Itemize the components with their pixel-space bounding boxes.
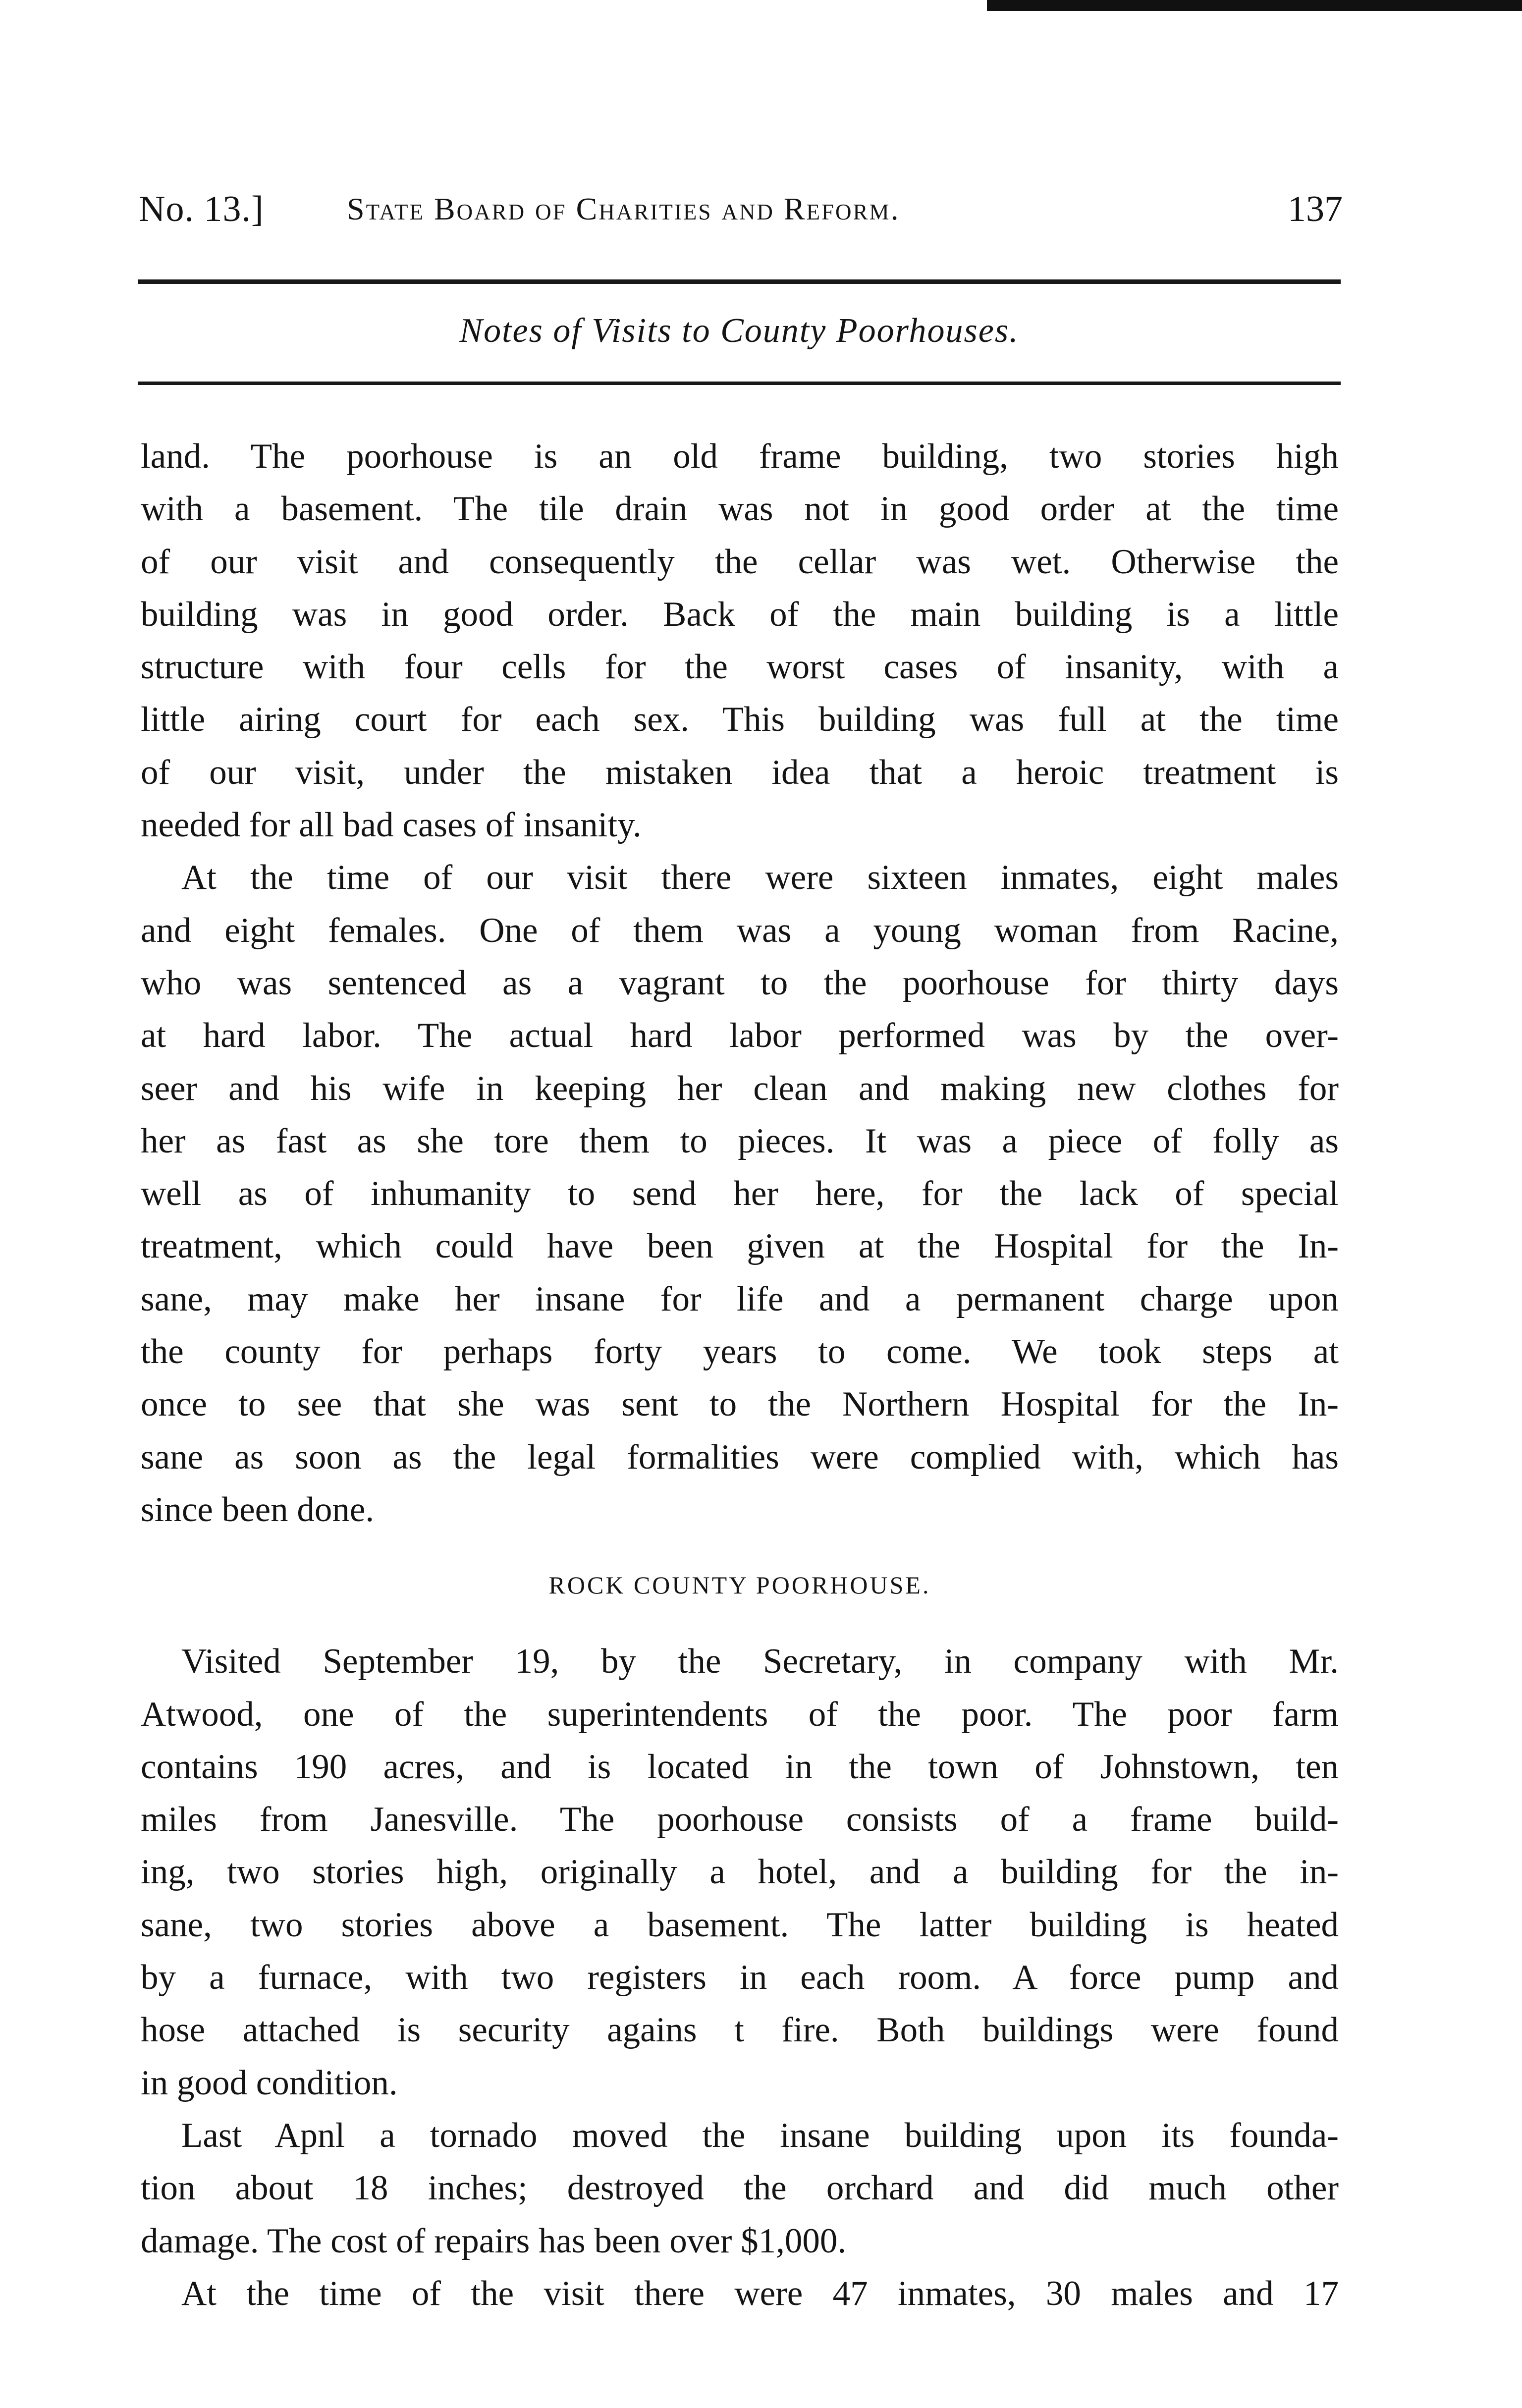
text-line: Atwood, one of the superintendents of the poor. The poor farm: [141, 1695, 1339, 1734]
text-line: and eight females. One of them was a young woman from Racine,: [141, 911, 1339, 950]
text-line: seer and his wife in keeping her clean and making new clothes for: [141, 1069, 1339, 1108]
paragraph: [141, 1635, 1339, 2109]
header-rule-bottom: [138, 382, 1341, 385]
text-line: sane, two stories above a basement. The latter building is heated: [141, 1905, 1339, 1944]
paragraph: [141, 2267, 1339, 2320]
text-line: At the time of the visit there were 47 inmates, 30 males and 17: [181, 2274, 1339, 2313]
text-line: needed for all bad cases of insanity.: [141, 806, 642, 845]
text-line: land. The poorhouse is an old frame building, two stories high: [141, 437, 1339, 476]
text-line: her as fast as she tore them to pieces. It was a piece of folly as: [141, 1121, 1339, 1160]
page-number: 137: [1288, 189, 1343, 229]
scan-edge: [987, 0, 1522, 11]
text-line: structure with four cells for the worst cases of insanity, with a: [141, 648, 1339, 687]
paragraph: [141, 430, 1339, 851]
text-line: damage. The cost of repairs has been over $1,000.: [141, 2221, 847, 2260]
text-line: sane as soon as the legal formalities were complied with, which has: [141, 1437, 1339, 1477]
text-line: with a basement. The tile drain was not in good order at the time: [141, 490, 1339, 529]
running-title: State Board of Charities and Reform.: [347, 191, 900, 226]
body-text: [141, 430, 1339, 2320]
text-line: well as of inhumanity to send her here, for the lack of special: [141, 1174, 1339, 1213]
text-line: At the time of our visit there were sixteen inmates, eight males: [181, 858, 1339, 897]
text-line: since been done.: [141, 1490, 375, 1529]
text-line: tion about 18 inches; destroyed the orchard and did much other: [141, 2169, 1339, 2208]
text-line: hose attached is security agains t fire. Both buildings were found: [141, 2011, 1339, 2050]
header-rule-top: [138, 279, 1341, 284]
report-number: No. 13.]: [139, 189, 264, 229]
running-header: [139, 184, 1343, 239]
text-line: sane, may make her insane for life and a permanent charge upon: [141, 1279, 1339, 1318]
text-line: at hard labor. The actual hard labor performed was by the over-: [141, 1016, 1339, 1055]
section-subtitle: Notes of Visits to County Poorhouses.: [459, 312, 1019, 350]
paragraph: [141, 2109, 1339, 2267]
text-line: of our visit and consequently the cellar was wet. Otherwise the: [141, 542, 1339, 581]
text-line: ing, two stories high, originally a hotel, and a building for the in-: [141, 1853, 1339, 1892]
text-line: by a furnace, with two registers in each room. A force pump and: [141, 1958, 1339, 1997]
paragraph-group-rock-county: [141, 1635, 1339, 2320]
text-line: miles from Janesville. The poorhouse consists of a frame build-: [141, 1800, 1339, 1839]
text-line: once to see that she was sent to the Northern Hospital for the In-: [141, 1385, 1339, 1424]
paragraph: [141, 851, 1339, 1536]
section-heading: [141, 1559, 1339, 1611]
text-line: of our visit, under the mistaken idea that a heroic treatment is: [141, 753, 1339, 792]
text-line: little airing court for each sex. This building was full at the time: [141, 700, 1339, 739]
section-heading-text: ROCK COUNTY POORHOUSE.: [548, 1571, 931, 1599]
paragraph-group: [141, 430, 1339, 1536]
text-line: Last Apnl a tornado moved the insane building upon its founda-: [181, 2116, 1339, 2155]
text-line: building was in good order. Back of the main building is a little: [141, 595, 1339, 634]
text-line: the county for perhaps forty years to come. We took steps at: [141, 1332, 1339, 1371]
text-line: who was sentenced as a vagrant to the poorhouse for thirty days: [141, 963, 1339, 1002]
text-line: treatment, which could have been given at the Hospital for the In-: [141, 1227, 1339, 1266]
text-line: in good condition.: [141, 2063, 398, 2102]
text-line: Visited September 19, by the Secretary, in company with Mr.: [181, 1642, 1339, 1681]
text-line: contains 190 acres, and is located in the town of Johnstown, ten: [141, 1747, 1339, 1786]
